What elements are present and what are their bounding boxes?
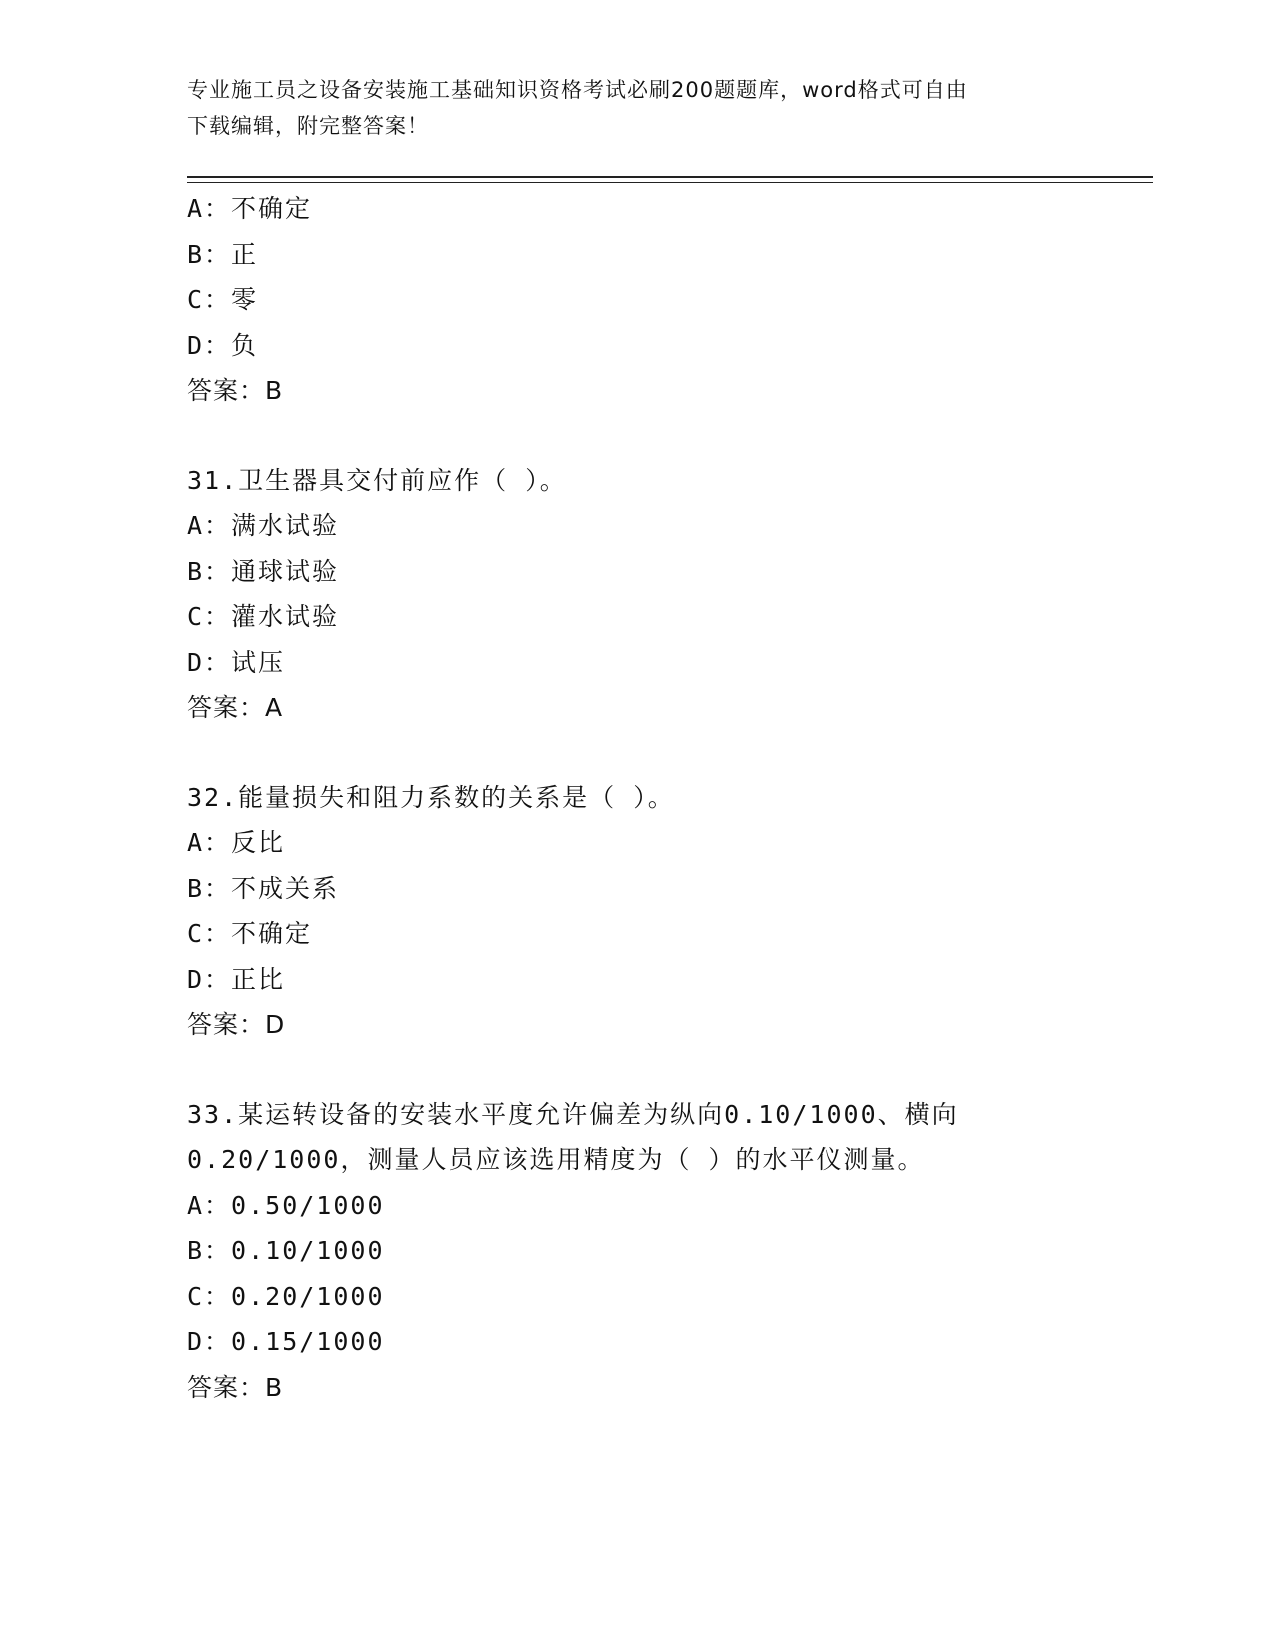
option-b: B：通球试验 — [187, 556, 340, 586]
answer-line: 答案：B — [187, 376, 284, 405]
option-d: D：正比 — [187, 964, 286, 994]
option-b: B：正 — [187, 239, 259, 269]
option-a: A：反比 — [187, 828, 286, 857]
block-spacer — [187, 414, 1127, 458]
option-a: A：0.50/1000 — [187, 1190, 385, 1220]
answer-line: 答案：B — [187, 1372, 284, 1402]
header-divider-thick — [187, 176, 1153, 178]
option-c: C：0.20/1000 — [187, 1281, 385, 1311]
question-text-line-1: 33.某运转设备的安装水平度允许偏差为纵向0.10/1000、横向 — [187, 1099, 959, 1129]
answer-line: 答案：A — [187, 693, 284, 722]
question-block-31 — [187, 458, 1127, 731]
question-text: 31.卫生器具交付前应作（ ）。 — [187, 465, 567, 495]
option-b: B：不成关系 — [187, 873, 340, 903]
answer-line: 答案：D — [187, 1010, 286, 1039]
header-line-2: 下载编辑，附完整答案！ — [187, 114, 429, 138]
question-block-33 — [187, 1092, 1127, 1411]
question-block-30 — [187, 186, 1127, 414]
option-d: D：试压 — [187, 647, 286, 677]
option-c: C：灌水试验 — [187, 602, 340, 631]
option-a: A：满水试验 — [187, 511, 340, 540]
header-divider-thin — [187, 182, 1153, 183]
block-spacer — [187, 731, 1127, 775]
option-a: A：不确定 — [187, 194, 313, 223]
option-d: D：0.15/1000 — [187, 1327, 385, 1356]
question-text-line-2: 0.20/1000，测量人员应该选用精度为（ ）的水平仪测量。 — [187, 1145, 925, 1174]
document-header — [187, 72, 1067, 144]
option-c: C：不确定 — [187, 919, 313, 948]
option-b: B：0.10/1000 — [187, 1236, 385, 1265]
option-c: C：零 — [187, 285, 259, 314]
block-spacer — [187, 1048, 1127, 1092]
question-list — [187, 186, 1127, 1410]
option-d: D：负 — [187, 330, 259, 360]
header-line-1: 专业施工员之设备安装施工基础知识资格考试必刷200题题库，word格式可自由 — [187, 78, 968, 102]
question-text: 32.能量损失和阻力系数的关系是（ ）。 — [187, 782, 675, 812]
question-block-32 — [187, 775, 1127, 1048]
